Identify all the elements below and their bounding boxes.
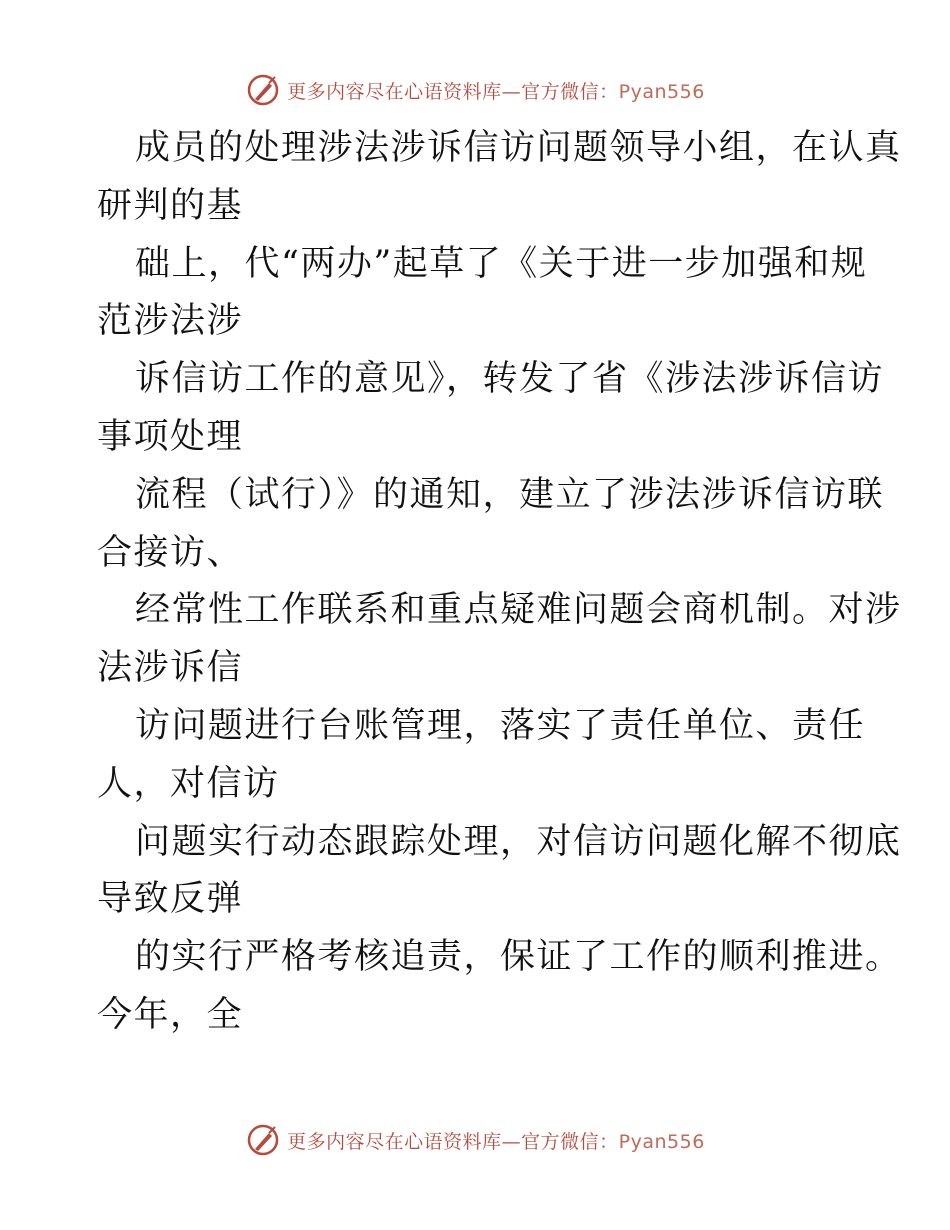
wechat-id: Pyan556 xyxy=(618,80,705,103)
text-line: 合接访、 xyxy=(97,532,244,573)
text-line: 流程（试行）》的通知，建立了涉法涉诉信访联 xyxy=(135,474,885,515)
header-banner xyxy=(0,70,950,110)
text-line: 访问题进行台账管理，落实了责任单位、责任 xyxy=(135,705,866,746)
paragraph xyxy=(97,467,885,583)
paragraph xyxy=(97,698,866,814)
paragraph xyxy=(97,236,868,352)
paragraph xyxy=(97,929,902,1045)
text-line: 事项处理 xyxy=(97,416,244,457)
text-line: 经常性工作联系和重点疑难问题会商机制。对涉 xyxy=(135,590,902,631)
text-line: 人，对信访 xyxy=(97,763,280,804)
banner-text: 更多内容尽在心语资料库—官方微信：Pyan556 xyxy=(287,80,705,103)
text-line: 的实行严格考核追责，保证了工作的顺利推进。 xyxy=(135,937,902,978)
paragraph xyxy=(97,582,902,698)
quill-pen-logo-icon xyxy=(245,72,281,108)
paragraph xyxy=(97,814,902,930)
quill-pen-logo-icon xyxy=(245,1122,281,1158)
text-line: 础上，代“两办”起草了《关于进一步加强和规 xyxy=(135,243,868,284)
text-line: 法涉诉信 xyxy=(97,648,244,689)
paragraph xyxy=(97,120,902,236)
text-line: 研判的基 xyxy=(97,185,244,226)
text-line: 今年，全 xyxy=(97,994,244,1035)
paragraph xyxy=(97,351,885,467)
footer-banner xyxy=(0,1120,950,1160)
text-line: 问题实行动态跟踪处理，对信访问题化解不彻底 xyxy=(135,821,902,862)
banner-text: 更多内容尽在心语资料库—官方微信：Pyan556 xyxy=(287,1130,705,1153)
text-line: 诉信访工作的意见》，转发了省《涉法涉诉信访 xyxy=(135,359,885,400)
document-body xyxy=(97,120,902,1045)
text-line: 范涉法涉 xyxy=(97,301,244,342)
text-line: 导致反弹 xyxy=(97,879,244,920)
wechat-id: Pyan556 xyxy=(618,1130,705,1153)
text-line: 成员的处理涉法涉诉信访问题领导小组，在认真 xyxy=(135,128,902,168)
